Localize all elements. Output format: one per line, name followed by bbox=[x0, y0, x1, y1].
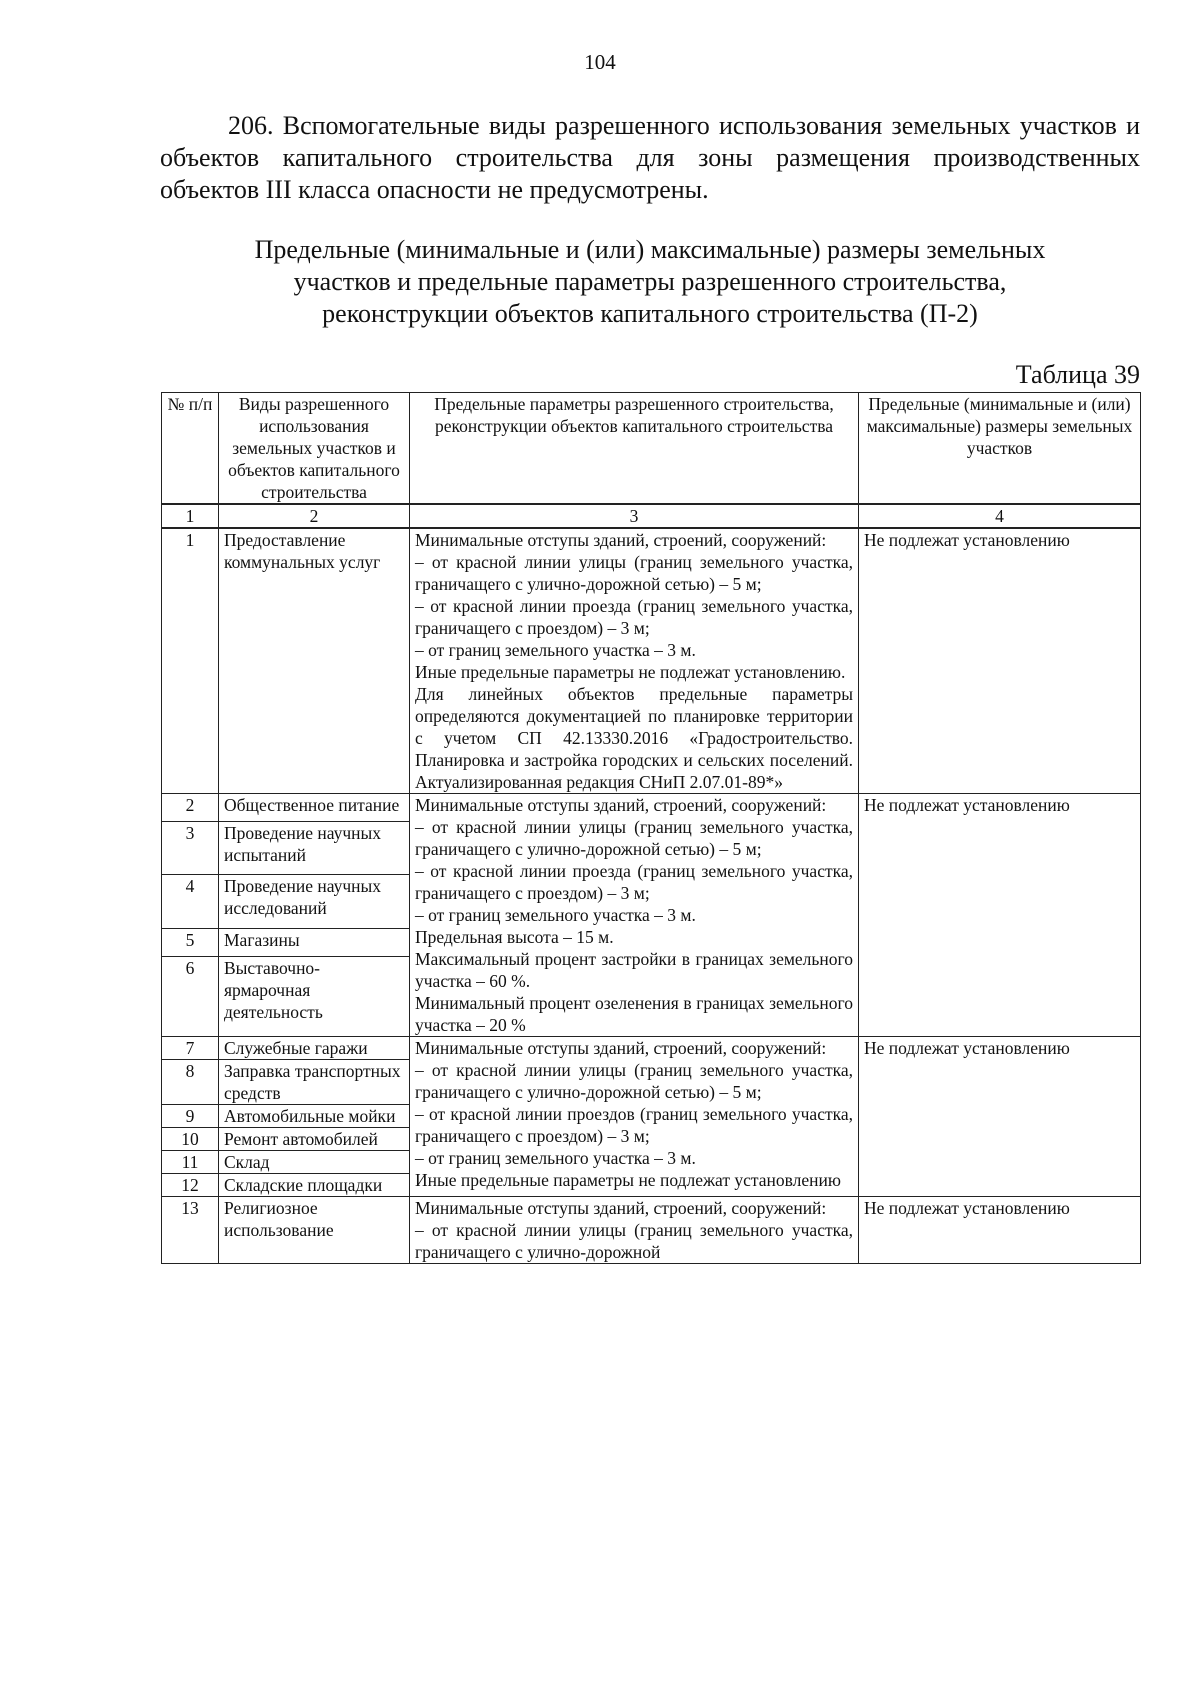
table-row bbox=[162, 528, 1141, 794]
row-number-cell: 3 bbox=[162, 821, 219, 875]
header-cell-number: № п/п bbox=[162, 393, 219, 505]
parameter-line: – от красной линии улицы (границ земельного участка, граничащего с улично-дорожной сетью) – 5 м; bbox=[415, 817, 853, 859]
header-cell-use-type: Виды разрешенного использования земельных участков и объектов капитального строительства bbox=[219, 393, 410, 505]
table-header-row bbox=[162, 393, 1141, 505]
column-number-cell: 1 bbox=[162, 504, 219, 528]
page-number: 104 bbox=[584, 50, 616, 74]
parameter-line: Минимальные отступы зданий, строений, сооружений: bbox=[415, 795, 827, 815]
use-type-cell: Религиозное использование bbox=[219, 1197, 410, 1264]
parameter-line: – от красной линии улицы (границ земельного участка, граничащего с улично-дорожной bbox=[415, 1220, 853, 1262]
row-number-cell: 2 bbox=[162, 794, 219, 822]
use-type-cell: Заправка транспортных средств bbox=[219, 1060, 410, 1105]
land-size-cell: Не подлежат установлению bbox=[859, 1037, 1141, 1197]
table-row bbox=[162, 1197, 1141, 1264]
use-type-cell: Общественное питание bbox=[219, 794, 410, 822]
parameters-cell bbox=[410, 528, 859, 794]
section-title-line: Предельные (минимальные и (или) максимальные) размеры земельных bbox=[254, 235, 1046, 264]
parameter-line: – от красной линии улицы (границ земельного участка, граничащего с улично-дорожной сетью) – 5 м; bbox=[415, 1060, 853, 1102]
use-type-cell: Автомобильные мойки bbox=[219, 1105, 410, 1128]
row-number-cell: 9 bbox=[162, 1105, 219, 1128]
row-number-cell: 8 bbox=[162, 1060, 219, 1105]
row-number-cell: 13 bbox=[162, 1197, 219, 1264]
column-number-cell: 2 bbox=[219, 504, 410, 528]
parameter-line: – от границ земельного участка – 3 м. bbox=[415, 640, 696, 660]
row-number-cell: 6 bbox=[162, 956, 219, 1036]
header-cell-parameters: Предельные параметры разрешенного строительства, реконструкции объектов капитального строительства bbox=[410, 393, 859, 505]
parameters-cell bbox=[410, 1197, 859, 1264]
row-number-cell: 11 bbox=[162, 1151, 219, 1174]
land-size-cell: Не подлежат установлению bbox=[859, 528, 1141, 794]
parameter-line: Предельная высота – 15 м. bbox=[415, 927, 614, 947]
intro-paragraph: 206. Вспомогательные виды разрешенного использования земельных участков и объектов капитального строительства для зоны размещения производственных объектов III класса опасности не предусмотрены. bbox=[160, 111, 1140, 204]
parameter-line: – от красной линии проезда (границ земельного участка, граничащего с проездом) – 3 м; bbox=[415, 861, 853, 903]
parameter-line: – от красной линии улицы (границ земельного участка, граничащего с улично-дорожной сетью) – 5 м; bbox=[415, 552, 853, 594]
table-caption: Таблица 39 bbox=[1015, 360, 1140, 389]
row-number-cell: 4 bbox=[162, 875, 219, 929]
section-title-line: участков и предельные параметры разрешенного строительства, bbox=[293, 267, 1007, 296]
use-type-cell: Складские площадки bbox=[219, 1174, 410, 1197]
parameter-line: Минимальный процент озеленения в границах земельного участка – 20 % bbox=[415, 993, 853, 1035]
land-size-cell: Не подлежат установлению bbox=[859, 1197, 1141, 1264]
column-number-cell: 3 bbox=[410, 504, 859, 528]
header-cell-land-size: Предельные (минимальные и (или) максимальные) размеры земельных участков bbox=[859, 393, 1141, 505]
row-number-cell: 7 bbox=[162, 1037, 219, 1060]
use-type-cell: Выставочно-ярмарочная деятельность bbox=[219, 956, 410, 1036]
parameter-line: Минимальные отступы зданий, строений, сооружений: bbox=[415, 1038, 827, 1058]
use-type-cell: Проведение научных испытаний bbox=[219, 821, 410, 875]
table-row bbox=[162, 794, 1141, 822]
row-number-cell: 10 bbox=[162, 1128, 219, 1151]
parameter-line: Минимальные отступы зданий, строений, сооружений: bbox=[415, 1198, 827, 1218]
row-number-cell: 12 bbox=[162, 1174, 219, 1197]
parameter-line: – от границ земельного участка – 3 м. bbox=[415, 1148, 696, 1168]
use-type-cell: Магазины bbox=[219, 929, 410, 957]
section-title-line: реконструкции объектов капитального строительства (П-2) bbox=[322, 299, 978, 328]
use-type-cell: Склад bbox=[219, 1151, 410, 1174]
parameter-line: – от красной линии проезда (границ земельного участка, граничащего с проездом) – 3 м; bbox=[415, 596, 853, 638]
row-number-cell: 1 bbox=[162, 528, 219, 794]
parameters-cell bbox=[410, 794, 859, 1037]
land-size-cell: Не подлежат установлению bbox=[859, 794, 1141, 1037]
parameter-line: Иные предельные параметры не подлежат установлению bbox=[415, 1170, 841, 1190]
parameter-line: – от красной линии проездов (границ земельного участка, граничащего с проездом) – 3 м; bbox=[415, 1104, 853, 1146]
parameters-cell bbox=[410, 1037, 859, 1197]
parameter-line: Минимальные отступы зданий, строений, сооружений: bbox=[415, 530, 827, 550]
parameter-line: Максимальный процент застройки в границах земельного участка – 60 %. bbox=[415, 949, 853, 991]
parameter-line: – от границ земельного участка – 3 м. bbox=[415, 905, 696, 925]
parameter-line: Для линейных объектов предельные параметры определяются документацией по планировке территории с учетом СП 42.13330.2016 «Градостроительство. Планировка и застройка городских и сельских поселений. Актуализированная редакция СНиП 2.07.01-89*» bbox=[415, 684, 853, 792]
section-title bbox=[160, 234, 1140, 330]
table-row bbox=[162, 1037, 1141, 1060]
row-number-cell: 5 bbox=[162, 929, 219, 957]
parameter-line: Иные предельные параметры не подлежат установлению. bbox=[415, 662, 846, 682]
column-number-cell: 4 bbox=[859, 504, 1141, 528]
use-type-cell: Предоставление коммунальных услуг bbox=[219, 528, 410, 794]
use-type-cell: Служебные гаражи bbox=[219, 1037, 410, 1060]
column-number-row bbox=[162, 504, 1141, 528]
use-type-cell: Ремонт автомобилей bbox=[219, 1128, 410, 1151]
zoning-parameters-table bbox=[161, 392, 1141, 1264]
use-type-cell: Проведение научных исследований bbox=[219, 875, 410, 929]
